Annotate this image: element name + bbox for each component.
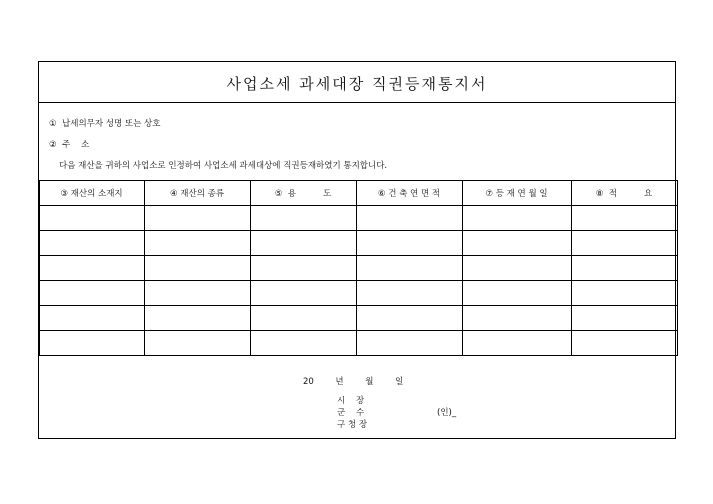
taxpayer-name-field: ① 납세의무자 성명 또는 상호	[49, 119, 161, 129]
seal-mark: (인)_	[437, 408, 457, 418]
table-cell	[250, 281, 356, 306]
table-cell	[462, 281, 571, 306]
official-county-head: 군 수	[337, 408, 365, 418]
table-row	[39, 306, 677, 331]
table-cell	[250, 206, 356, 231]
notice-form	[38, 61, 676, 439]
col-property-type: ④ 재산의 종류	[144, 181, 250, 206]
table-cell	[462, 331, 571, 356]
table-cell	[39, 256, 144, 281]
table-cell	[571, 281, 677, 306]
table-row	[39, 281, 677, 306]
table-cell	[39, 306, 144, 331]
table-cell	[462, 206, 571, 231]
table-cell	[571, 231, 677, 256]
table-cell	[144, 206, 250, 231]
official-district-head: 구 청 장	[337, 420, 368, 430]
table-cell	[144, 306, 250, 331]
table-cell	[571, 256, 677, 281]
table-cell	[356, 331, 462, 356]
col-floor-area: ⑥ 건 축 연 면 적	[356, 181, 462, 206]
table-cell	[250, 231, 356, 256]
table-cell	[356, 281, 462, 306]
table-cell	[39, 206, 144, 231]
table-row	[39, 231, 677, 256]
table-cell	[356, 306, 462, 331]
table-cell	[571, 331, 677, 356]
table-cell	[144, 256, 250, 281]
table-cell	[571, 306, 677, 331]
table-cell	[462, 306, 571, 331]
table-cell	[356, 206, 462, 231]
form-title: 사업소세 과세대장 직권등재통지서	[226, 75, 488, 93]
table-cell	[250, 331, 356, 356]
address-field: ② 주 소	[49, 140, 90, 150]
table-cell	[462, 256, 571, 281]
property-table	[39, 180, 678, 356]
title-row	[39, 62, 675, 103]
notice-text: 다음 재산을 귀하의 사업소로 인정하여 사업소세 과세대상에 직권등재하였기 통지합니다.	[59, 161, 388, 171]
table-cell	[39, 231, 144, 256]
col-location: ③ 재산의 소재지	[39, 181, 144, 206]
table-cell	[571, 206, 677, 231]
table-cell	[144, 281, 250, 306]
table-cell	[250, 256, 356, 281]
date-line: 20 년 월 일	[303, 377, 404, 387]
table-row	[39, 206, 677, 231]
table-cell	[39, 281, 144, 306]
table-cell	[39, 331, 144, 356]
table-cell	[462, 231, 571, 256]
table-cell	[144, 331, 250, 356]
col-remarks: ⑧ 적 요	[571, 181, 677, 206]
table-header-row	[39, 181, 677, 206]
table-cell	[144, 231, 250, 256]
official-mayor: 시 장	[337, 396, 365, 406]
table-cell	[250, 306, 356, 331]
table-cell	[356, 231, 462, 256]
table-cell	[356, 256, 462, 281]
table-row	[39, 256, 677, 281]
col-registration-date: ⑦ 등 재 연 월 일	[462, 181, 571, 206]
col-usage: ⑤ 용 도	[250, 181, 356, 206]
table-row	[39, 331, 677, 356]
